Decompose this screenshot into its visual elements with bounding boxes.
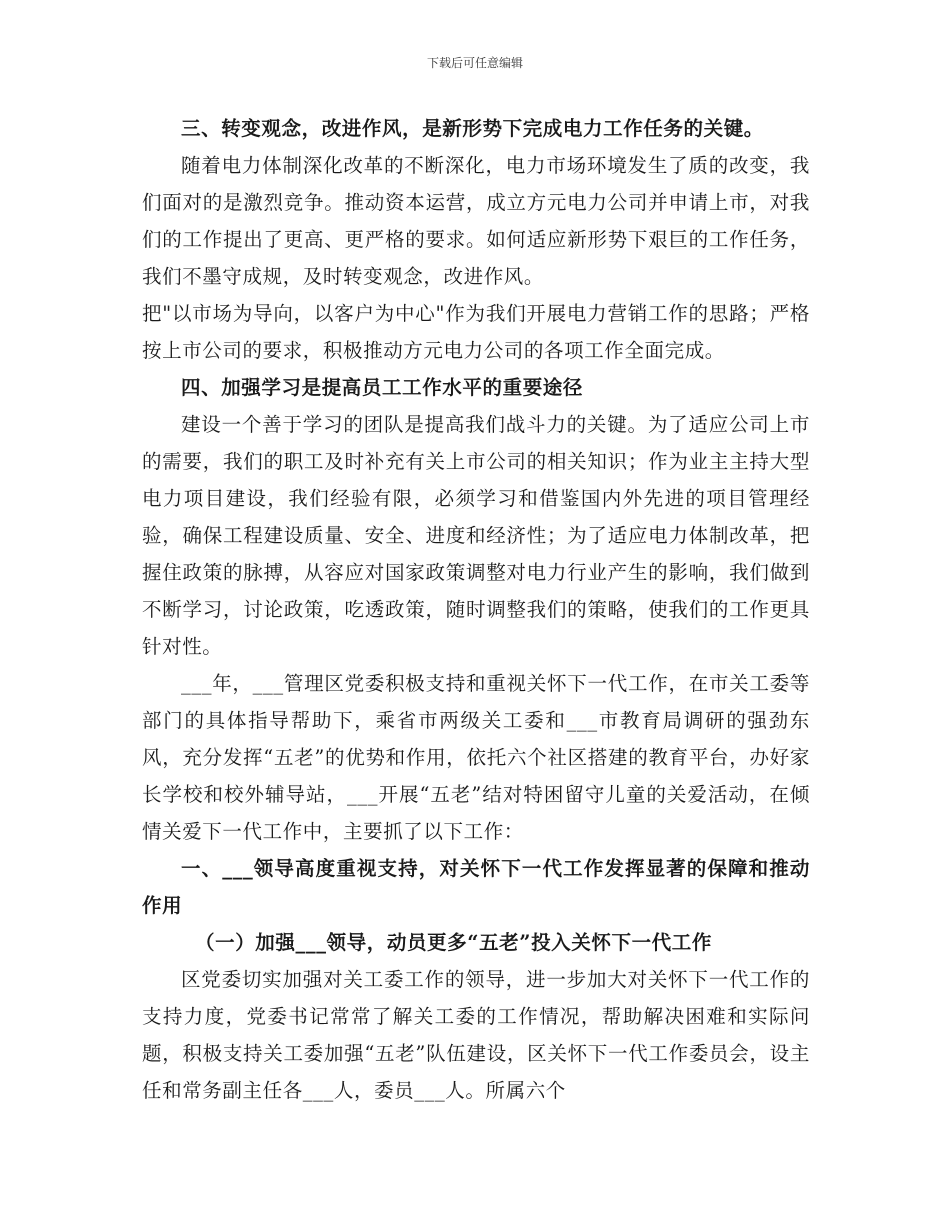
page-header-note: 下载后可任意编辑 (426, 56, 523, 70)
body-paragraph: 建设一个善于学习的团队是提高我们战斗力的关键。为了适应公司上市的需要，我们的职工及时补充有关上市公司的相关知识；作为业主主持大型电力项目建设，我们经验有限，必须学习和借鉴国内外先进的项目管理经验，确保工程建设质量、安全、进度和经济性；为了适应电力体制改革，把握住政策的脉搏，从容应对国家政策调整对电力行业产生的影响，我们做到不断学习，讨论政策，吃透政策，随时调整我们的策略，使我们的工作更具针对性。 (142, 413, 810, 658)
document-body (142, 110, 810, 1109)
body-paragraph: 区党委切实加强对关工委工作的领导，进一步加大对关怀下一代工作的支持力度，党委书记常常了解关工委的工作情况，帮助解决困难和实际问题，积极支持关工委加强“五老”队伍建设，区关怀下一代工作委员会，设主任和常务副主任各___人，委员___人。所属六个 (142, 968, 810, 1102)
section-heading-4: 四、加强学习是提高员工工作水平的重要途径 (181, 376, 584, 399)
subsection-heading-1: （一）加强___领导，动员更多“五老”投入关怀下一代工作 (195, 931, 712, 954)
section-heading-1: 一、___领导高度重视支持，对关怀下一代工作发挥显著的保障和推动作用 (142, 857, 810, 917)
body-paragraph: 随着电力体制深化改革的不断深化，电力市场环境发生了质的改变，我们面对的是激烈竞争。推动资本运营，成立方元电力公司并申请上市，对我们的工作提出了更高、更严格的要求。如何适应新形势下艰巨的工作任务，我们不墨守成规，及时转变观念，改进作风。 (142, 154, 810, 288)
body-paragraph: 把"以市场为导向，以客户为中心"作为我们开展电力营销工作的思路；严格按上市公司的要求，积极推动方元电力公司的各项工作全面完成。 (142, 302, 810, 362)
body-paragraph: ___年，___管理区党委积极支持和重视关怀下一代工作，在市关工委等部门的具体指导帮助下，乘省市两级关工委和___市教育局调研的强劲东风，充分发挥“五老”的优势和作用，依托六个社区搭建的教育平台，办好家长学校和校外辅导站，___开展“五老”结对特困留守儿童的关爱活动，在倾情关爱下一代工作中，主要抓了以下工作： (142, 672, 810, 843)
section-heading-3: 三、转变观念，改进作风，是新形势下完成电力工作任务的关键。 (181, 117, 764, 140)
